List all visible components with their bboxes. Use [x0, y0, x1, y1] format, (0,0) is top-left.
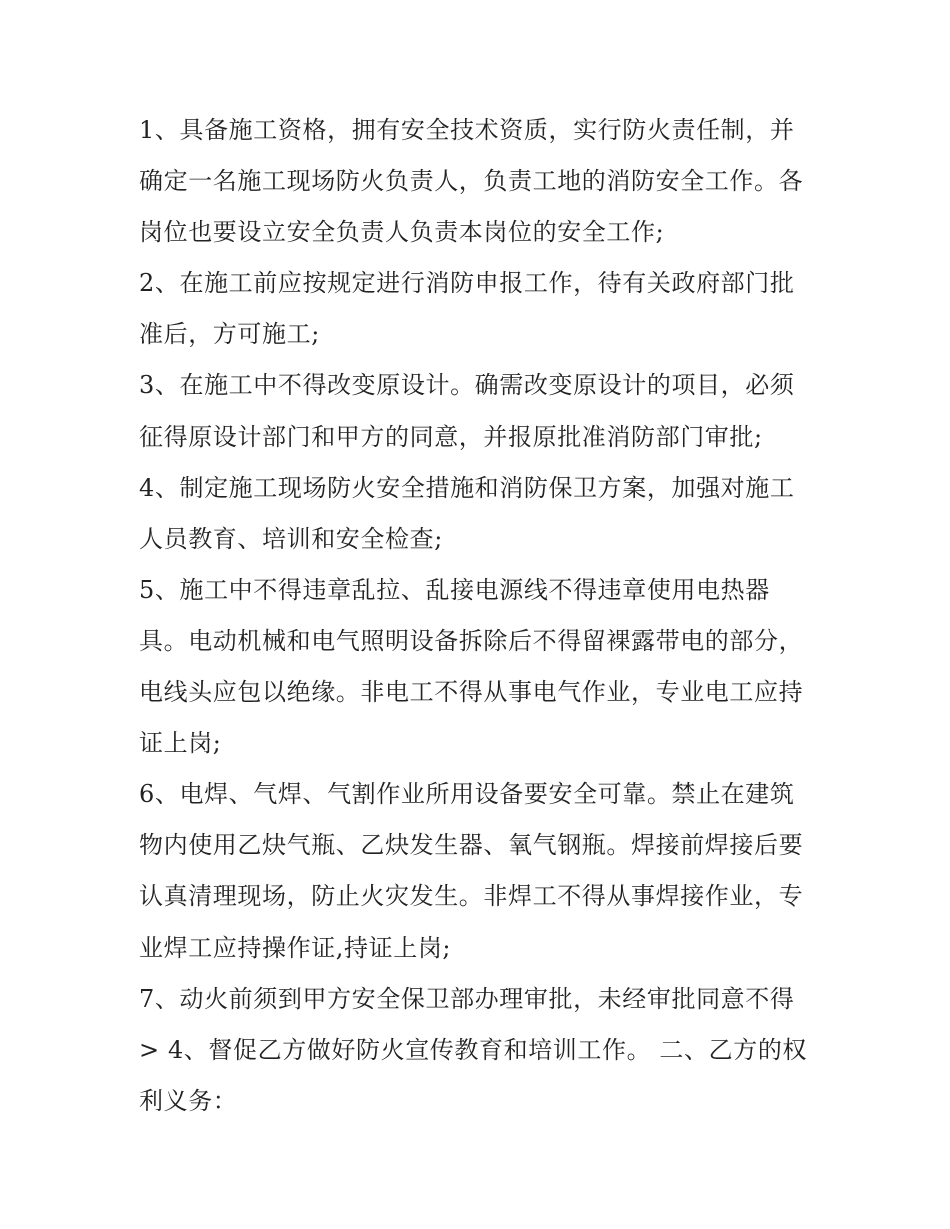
text-line: 确定一名施工现场防火负责人，负责工地的消防安全工作。各	[139, 167, 804, 196]
text-line: 1、具备施工资格，拥有安全技术资质，实行防火责任制，并	[139, 116, 795, 144]
text-line: 3、在施工中不得改变原设计。确需改变原设计的项目，必须	[139, 371, 795, 400]
text-line: 证上岗;	[139, 729, 222, 758]
text-line: 岗位也要设立安全负责人负责本岗位的安全工作;	[139, 218, 665, 247]
text-line: > 4、督促乙方做好防火宣传教育和培训工作。 二、乙方的权	[139, 1035, 808, 1064]
text-line: 认真清理现场，防止火灾发生。非焊工不得从事焊接作业，专	[139, 882, 804, 911]
text-line: 物内使用乙炔气瓶、乙炔发生器、氧气钢瓶。焊接前焊接后要	[139, 831, 804, 860]
text-line: 电线头应包以绝缘。非电工不得从事电气作业，专业电工应持	[139, 678, 804, 707]
text-line: 2、在施工前应按规定进行消防申报工作，待有关政府部门批	[139, 269, 795, 298]
document-body	[139, 105, 819, 1127]
text-line: 利义务：	[139, 1086, 238, 1115]
text-line: 7、动火前须到甲方安全保卫部办理审批，未经审批同意不得	[139, 984, 795, 1013]
text-line: 征得原设计部门和甲方的同意，并报原批准消防部门审批;	[139, 422, 763, 451]
text-line: 人员教育、培训和安全检查;	[139, 524, 443, 553]
text-line: 准后，方可施工;	[139, 320, 320, 349]
text-line: 6、电焊、气焊、气割作业所用设备要安全可靠。禁止在建筑	[139, 780, 795, 809]
text-line: 业焊工应持操作证,持证上岗;	[139, 933, 452, 962]
text-line: 具。电动机械和电气照明设备拆除后不得留裸露带电的部分，	[139, 626, 804, 655]
text-line: 5、施工中不得违章乱拉、乱接电源线不得违章使用电热器	[139, 575, 770, 604]
text-line: 4、制定施工现场防火安全措施和消防保卫方案，加强对施工	[139, 473, 795, 502]
